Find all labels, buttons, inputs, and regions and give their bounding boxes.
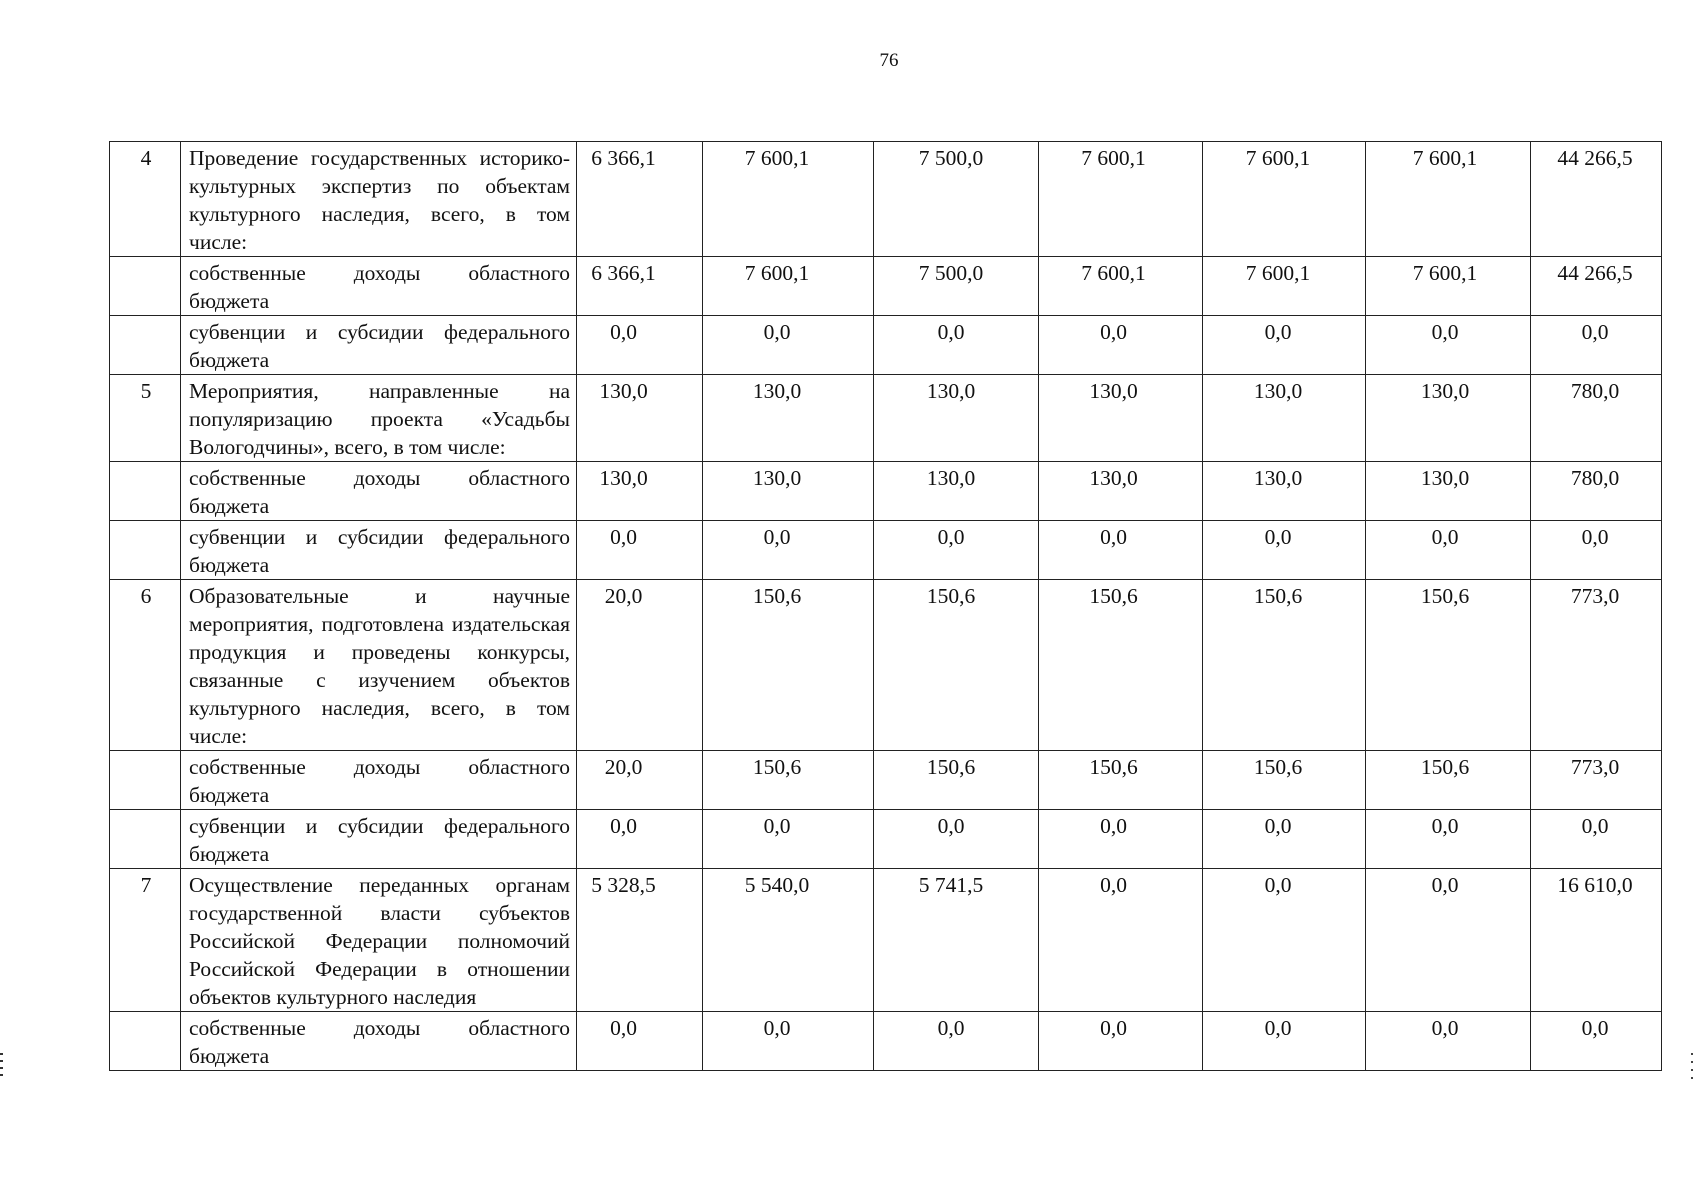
value-cell: 0,0 bbox=[577, 1012, 703, 1071]
value-cell: 773,0 bbox=[1531, 751, 1662, 810]
table-row bbox=[110, 521, 1662, 580]
value-cell: 7 600,1 bbox=[1366, 257, 1531, 316]
row-number: 4 bbox=[110, 142, 181, 257]
table-row bbox=[110, 580, 1662, 751]
value-cell: 150,6 bbox=[1203, 751, 1366, 810]
row-description: собственные доходы областного бюджета bbox=[181, 462, 577, 521]
value-cell: 5 741,5 bbox=[874, 869, 1039, 1012]
value-cell: 150,6 bbox=[1039, 751, 1203, 810]
table-row bbox=[110, 257, 1662, 316]
row-number bbox=[110, 1012, 181, 1071]
value-cell: 44 266,5 bbox=[1531, 257, 1662, 316]
table-row bbox=[110, 810, 1662, 869]
value-cell: 130,0 bbox=[1366, 375, 1531, 462]
value-cell: 130,0 bbox=[874, 462, 1039, 521]
row-number bbox=[110, 257, 181, 316]
page-number: 76 bbox=[879, 50, 899, 71]
table-row bbox=[110, 751, 1662, 810]
value-cell: 150,6 bbox=[1039, 580, 1203, 751]
value-cell: 7 600,1 bbox=[1203, 257, 1366, 316]
value-cell: 130,0 bbox=[703, 462, 874, 521]
value-cell: 7 600,1 bbox=[1039, 142, 1203, 257]
value-cell: 20,0 bbox=[577, 580, 703, 751]
row-description: Проведение государственных историко-культурных экспертиз по объектам культурного наследия, всего, в том числе: bbox=[181, 142, 577, 257]
value-cell: 130,0 bbox=[1366, 462, 1531, 521]
value-cell: 0,0 bbox=[1531, 1012, 1662, 1071]
value-cell: 0,0 bbox=[1203, 1012, 1366, 1071]
value-cell: 0,0 bbox=[1203, 316, 1366, 375]
value-cell: 7 600,1 bbox=[1366, 142, 1531, 257]
value-cell: 0,0 bbox=[1531, 521, 1662, 580]
row-description: Образовательные и научные мероприятия, подготовлена издательская продукция и проведены конкурсы, связанные с изучением объектов культурного наследия, всего, в том числе: bbox=[181, 580, 577, 751]
value-cell: 0,0 bbox=[577, 316, 703, 375]
row-description: Осуществление переданных органам государственной власти субъектов Российской Федерации полномочий Российской Федерации в отношении объектов культурного наследия bbox=[181, 869, 577, 1012]
row-description: субвенции и субсидии федерального бюджета bbox=[181, 521, 577, 580]
value-cell: 0,0 bbox=[1531, 810, 1662, 869]
value-cell: 0,0 bbox=[874, 521, 1039, 580]
row-number bbox=[110, 462, 181, 521]
value-cell: 20,0 bbox=[577, 751, 703, 810]
value-cell: 0,0 bbox=[1366, 1012, 1531, 1071]
value-cell: 150,6 bbox=[703, 580, 874, 751]
value-cell: 7 600,1 bbox=[1203, 142, 1366, 257]
right-margin-marks bbox=[1691, 1053, 1697, 1085]
row-number: 6 bbox=[110, 580, 181, 751]
value-cell: 44 266,5 bbox=[1531, 142, 1662, 257]
value-cell: 130,0 bbox=[577, 375, 703, 462]
row-number bbox=[110, 316, 181, 375]
value-cell: 0,0 bbox=[1039, 869, 1203, 1012]
table-row bbox=[110, 375, 1662, 462]
value-cell: 0,0 bbox=[1366, 810, 1531, 869]
table-body bbox=[110, 142, 1662, 1071]
value-cell: 0,0 bbox=[1203, 810, 1366, 869]
value-cell: 5 540,0 bbox=[703, 869, 874, 1012]
value-cell: 0,0 bbox=[1039, 316, 1203, 375]
value-cell: 0,0 bbox=[874, 316, 1039, 375]
value-cell: 0,0 bbox=[703, 316, 874, 375]
row-description: субвенции и субсидии федерального бюджета bbox=[181, 316, 577, 375]
value-cell: 0,0 bbox=[1366, 521, 1531, 580]
row-number: 7 bbox=[110, 869, 181, 1012]
value-cell: 0,0 bbox=[577, 521, 703, 580]
table-row bbox=[110, 316, 1662, 375]
value-cell: 0,0 bbox=[703, 810, 874, 869]
value-cell: 7 600,1 bbox=[1039, 257, 1203, 316]
row-description: собственные доходы областного бюджета bbox=[181, 751, 577, 810]
row-description: собственные доходы областного бюджета bbox=[181, 257, 577, 316]
table-row bbox=[110, 869, 1662, 1012]
value-cell: 780,0 bbox=[1531, 375, 1662, 462]
value-cell: 780,0 bbox=[1531, 462, 1662, 521]
table-row bbox=[110, 1012, 1662, 1071]
value-cell: 5 328,5 bbox=[577, 869, 703, 1012]
value-cell: 130,0 bbox=[1039, 462, 1203, 521]
value-cell: 0,0 bbox=[1366, 316, 1531, 375]
value-cell: 0,0 bbox=[1203, 521, 1366, 580]
row-description: субвенции и субсидии федерального бюджета bbox=[181, 810, 577, 869]
value-cell: 0,0 bbox=[874, 810, 1039, 869]
table-row bbox=[110, 462, 1662, 521]
row-number: 5 bbox=[110, 375, 181, 462]
value-cell: 130,0 bbox=[577, 462, 703, 521]
value-cell: 130,0 bbox=[874, 375, 1039, 462]
table-row bbox=[110, 142, 1662, 257]
budget-table bbox=[109, 141, 1662, 1071]
value-cell: 130,0 bbox=[1203, 462, 1366, 521]
value-cell: 150,6 bbox=[1366, 751, 1531, 810]
value-cell: 16 610,0 bbox=[1531, 869, 1662, 1012]
value-cell: 130,0 bbox=[703, 375, 874, 462]
row-description: собственные доходы областного бюджета bbox=[181, 1012, 577, 1071]
left-margin-marks bbox=[0, 1053, 6, 1081]
value-cell: 0,0 bbox=[1039, 521, 1203, 580]
row-number bbox=[110, 521, 181, 580]
value-cell: 0,0 bbox=[1531, 316, 1662, 375]
row-number bbox=[110, 810, 181, 869]
row-description: Мероприятия, направленные на популяризацию проекта «Усадьбы Вологодчины», всего, в том числе: bbox=[181, 375, 577, 462]
value-cell: 6 366,1 bbox=[577, 142, 703, 257]
value-cell: 0,0 bbox=[703, 521, 874, 580]
value-cell: 150,6 bbox=[1366, 580, 1531, 751]
value-cell: 0,0 bbox=[703, 1012, 874, 1071]
value-cell: 7 600,1 bbox=[703, 257, 874, 316]
value-cell: 130,0 bbox=[1039, 375, 1203, 462]
value-cell: 150,6 bbox=[703, 751, 874, 810]
value-cell: 773,0 bbox=[1531, 580, 1662, 751]
value-cell: 130,0 bbox=[1203, 375, 1366, 462]
value-cell: 0,0 bbox=[1039, 810, 1203, 869]
value-cell: 0,0 bbox=[1039, 1012, 1203, 1071]
value-cell: 7 500,0 bbox=[874, 142, 1039, 257]
value-cell: 7 500,0 bbox=[874, 257, 1039, 316]
value-cell: 7 600,1 bbox=[703, 142, 874, 257]
value-cell: 150,6 bbox=[874, 580, 1039, 751]
value-cell: 150,6 bbox=[874, 751, 1039, 810]
value-cell: 0,0 bbox=[1203, 869, 1366, 1012]
value-cell: 6 366,1 bbox=[577, 257, 703, 316]
value-cell: 0,0 bbox=[874, 1012, 1039, 1071]
value-cell: 0,0 bbox=[1366, 869, 1531, 1012]
row-number bbox=[110, 751, 181, 810]
value-cell: 150,6 bbox=[1203, 580, 1366, 751]
value-cell: 0,0 bbox=[577, 810, 703, 869]
